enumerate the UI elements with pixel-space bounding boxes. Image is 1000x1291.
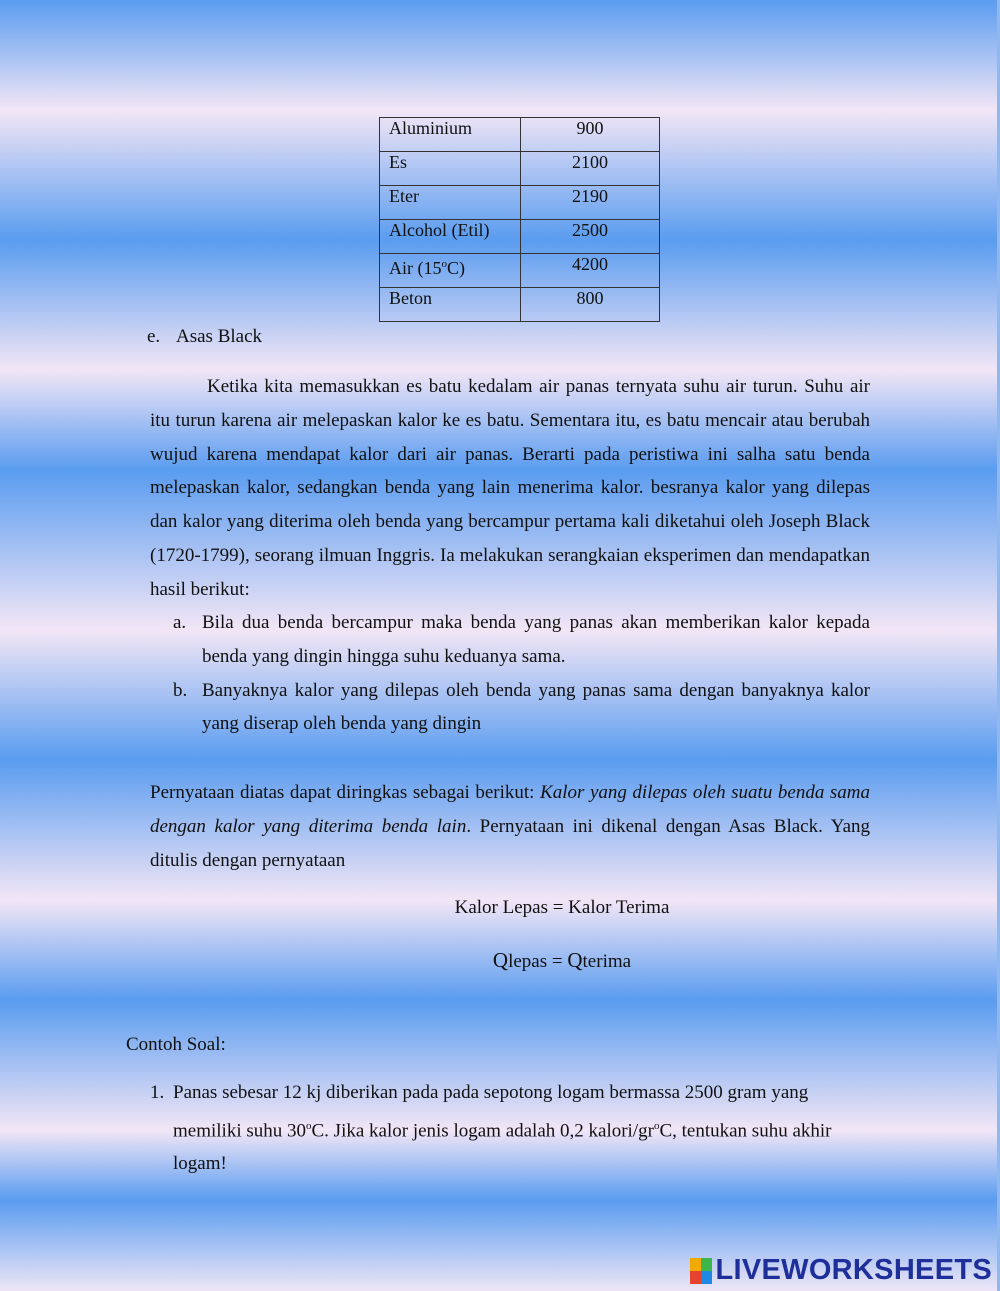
table-cell-name: Eter (380, 186, 521, 220)
table-row (380, 288, 660, 322)
table-cell-value: 800 (521, 288, 660, 322)
table-row (380, 186, 660, 220)
table-cell-name: Es (380, 152, 521, 186)
table-row (380, 220, 660, 254)
equation-symbols: Qlepas = Qterima (492, 948, 632, 972)
example-heading: Contoh Soal: (126, 1034, 226, 1055)
table-cell-name: Alcohol (Etil) (380, 220, 521, 254)
question-marker: 1. (150, 1082, 165, 1103)
table-cell-value: 900 (521, 118, 660, 152)
table-cell-name: Air (15$^o$C) (380, 254, 521, 288)
logo-mark-icon (690, 1258, 712, 1284)
summary-paragraph: Pernyataan diatas dapat diringkas sebagai berikut: Kalor yang dilepas oleh suatu benda sama dengan kalor yang diterima benda lain. Pernyataan ini dikenal dengan Asas Black. Yang ditulis dengan pernyataan (150, 782, 870, 871)
table-row (380, 254, 660, 288)
list-text: Bila dua benda bercampur maka benda yang panas akan memberikan kalor kepada benda yang dingin hingga suhu keduanya sama. (202, 612, 870, 667)
table-cell-value: 4200 (521, 254, 660, 288)
equation-words: Kalor Lepas = Kalor Terima (454, 897, 670, 918)
table-cell-name: Aluminium (380, 118, 521, 152)
intro-paragraph: Ketika kita memasukkan es batu kedalam air panas ternyata suhu air turun. Suhu air itu turun karena air melepaskan kalor ke es batu. Sementara itu, es batu mencair atau berubah wujud karena mendapat kalor dari air panas. Berarti pada peristiwa ini salha satu benda melepaskan kalor, sedangkan benda yang lain menerima kalor. besranya kalor yang dilepas dan kalor yang diterima oleh benda yang bercampur pertama kali diketahui oleh Joseph Black (1720-1799), seorang ilmuan Inggris. Ia melakukan serangkaian eksperimen dan mendapatkan hasil berikut: (150, 376, 870, 600)
list-marker: b. (173, 679, 188, 701)
specific-heat-table (379, 117, 660, 322)
table-row (380, 152, 660, 186)
logo-text: LIVEWORKSHEETS (715, 1254, 992, 1286)
list-item (173, 606, 870, 674)
findings-list (173, 606, 870, 741)
table-cell-value: 2100 (521, 152, 660, 186)
section-marker: e. (147, 326, 161, 347)
question-text: Panas sebesar 12 kj diberikan pada pada sepotong logam bermassa 2500 gram yang memiliki suhu 30$^o$C. Jika kalor jenis logam adalah 0,2 kalori/$gr^oC$, tentukan suhu akhir logam! (173, 1082, 832, 1175)
liveworksheets-logo (690, 1254, 993, 1287)
table-cell-name: Beton (380, 288, 521, 322)
list-marker: a. (173, 612, 187, 633)
section-title: Asas Black (176, 326, 263, 347)
table-row (380, 118, 660, 152)
table-cell-value: 2190 (521, 186, 660, 220)
section-heading (147, 326, 262, 348)
example-question (150, 1076, 870, 1181)
list-text: Banyaknya kalor yang dilepas oleh benda yang panas sama dengan banyaknya kalor yang diserap oleh benda yang dingin (202, 679, 870, 735)
list-item (173, 674, 870, 742)
table-cell-value: 2500 (521, 220, 660, 254)
